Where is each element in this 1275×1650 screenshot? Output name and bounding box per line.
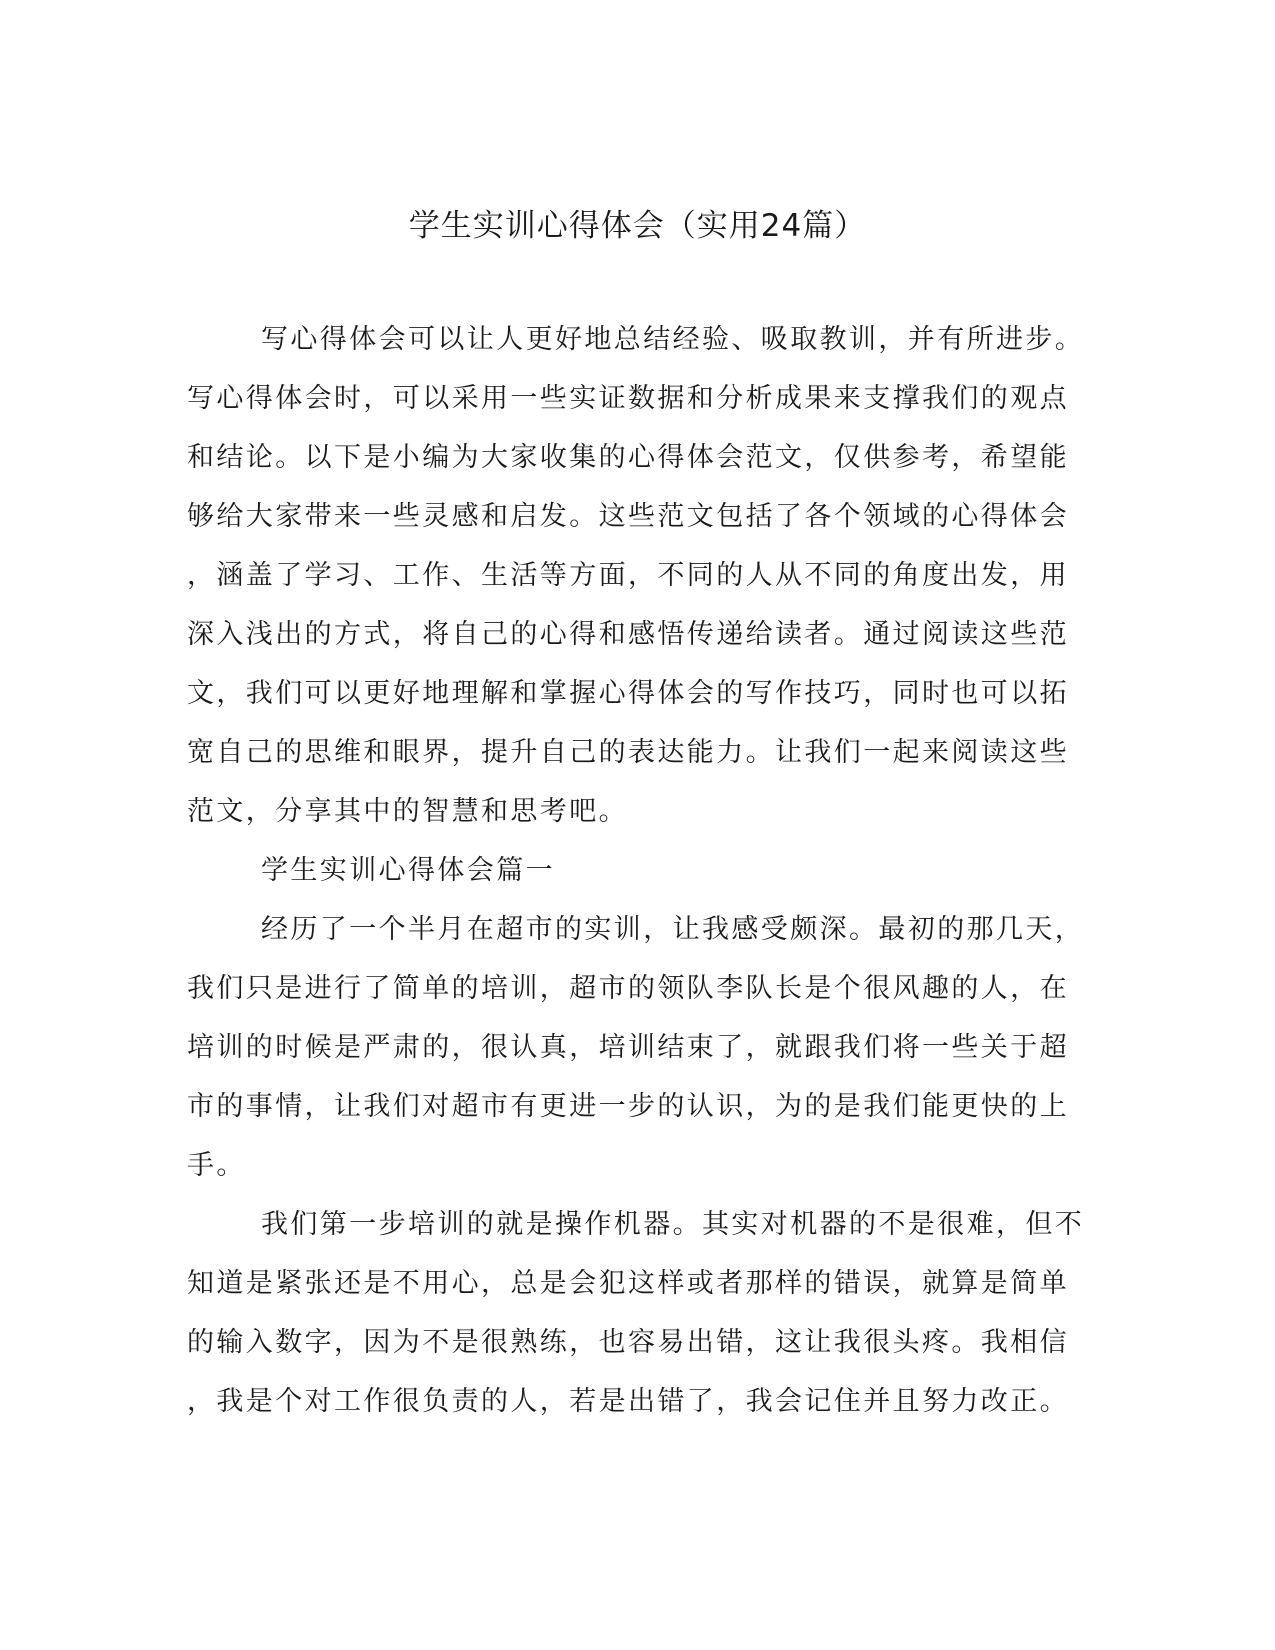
body-line-1: 经历了一个半月在超市的实训，让我感受颇深。最初的那几天，	[261, 914, 1085, 945]
body-line-3: 培训的时候是严肃的，很认真，培训结束了，就跟我们将一些关于超	[187, 1032, 1069, 1063]
body-line-8: 的输入数字，因为不是很熟练，也容易出错，这让我很头疼。我相信	[187, 1327, 1069, 1358]
intro-line-3: 和结论。以下是小编为大家收集的心得体会范文，仅供参考，希望能	[187, 442, 1069, 473]
section-heading: 学生实训心得体会篇一	[261, 855, 555, 886]
intro-line-5: ，涵盖了学习、工作、生活等方面，不同的人从不同的角度出发，用	[187, 560, 1069, 591]
document-title: 学生实训心得体会（实用24篇）	[408, 208, 867, 244]
body-line-9: ，我是个对工作很负责的人，若是出错了，我会记住并且努力改正。	[187, 1386, 1069, 1417]
body-line-7: 知道是紧张还是不用心，总是会犯这样或者那样的错误，就算是简单	[187, 1268, 1069, 1299]
intro-line-9: 范文，分享其中的智慧和思考吧。	[187, 796, 628, 827]
body-line-2: 我们只是进行了简单的培训，超市的领队李队长是个很风趣的人，在	[187, 973, 1069, 1004]
body-line-4: 市的事情，让我们对超市有更进一步的认识，为的是我们能更快的上	[187, 1091, 1069, 1122]
intro-line-2: 写心得体会时，可以采用一些实证数据和分析成果来支撑我们的观点	[187, 383, 1069, 414]
intro-line-4: 够给大家带来一些灵感和启发。这些范文包括了各个领域的心得体会	[187, 501, 1069, 532]
intro-line-6: 深入浅出的方式，将自己的心得和感悟传递给读者。通过阅读这些范	[187, 619, 1069, 650]
intro-line-7: 文，我们可以更好地理解和掌握心得体会的写作技巧，同时也可以拓	[187, 678, 1069, 709]
intro-line-8: 宽自己的思维和眼界，提升自己的表达能力。让我们一起来阅读这些	[187, 737, 1069, 768]
body-line-5: 手。	[187, 1150, 246, 1181]
body-line-6: 我们第一步培训的就是操作机器。其实对机器的不是很难，但不	[261, 1209, 1085, 1240]
intro-line-1: 写心得体会可以让人更好地总结经验、吸取教训，并有所进步。	[261, 324, 1085, 355]
